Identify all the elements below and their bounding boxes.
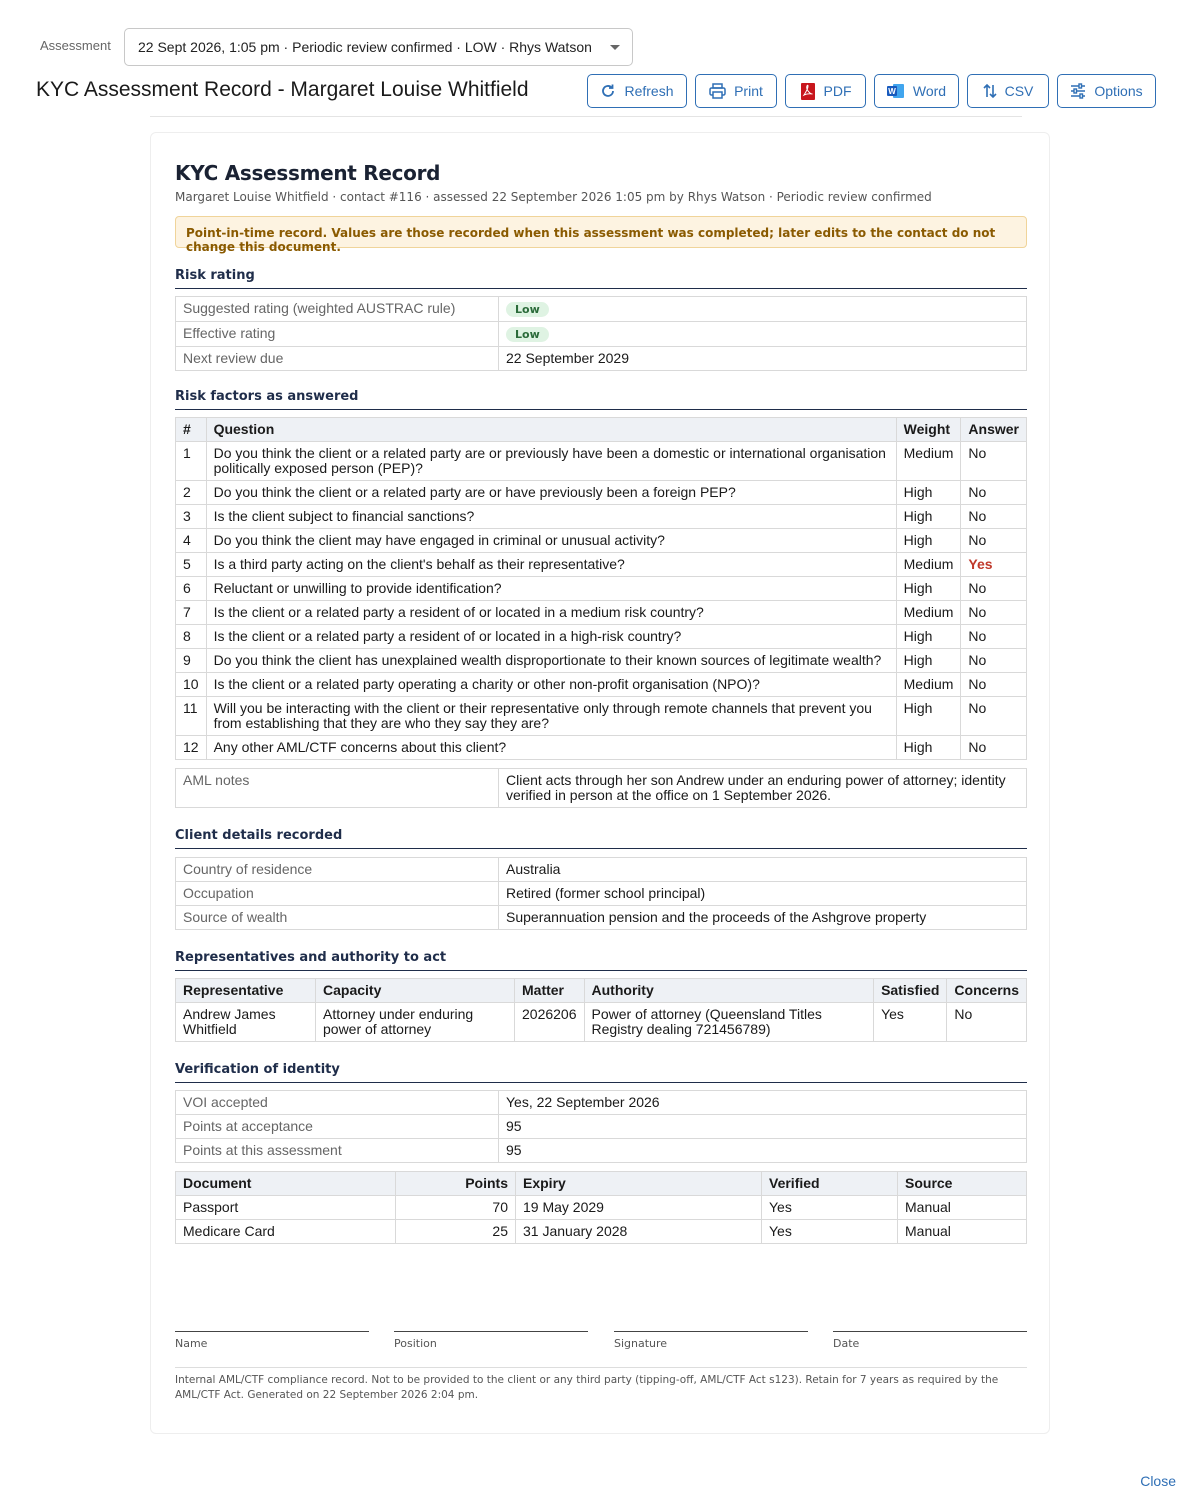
- table-row: [176, 1003, 1027, 1042]
- row-label: Source of wealth: [176, 906, 499, 930]
- question-number: 6: [176, 577, 207, 601]
- question-number: 9: [176, 649, 207, 673]
- word-label: Word: [912, 83, 947, 99]
- column-header: Matter: [515, 979, 585, 1003]
- document-verified: Yes: [762, 1220, 898, 1244]
- representative-authority: Power of attorney (Queensland Titles Registry dealing 721456789): [584, 1003, 874, 1042]
- representatives-table: [175, 978, 1027, 1042]
- signature-label-name: Name: [175, 1337, 208, 1350]
- question-text: Any other AML/CTF concerns about this client?: [206, 736, 896, 760]
- table-row: [176, 553, 1027, 577]
- section-heading-client-details: Client details recorded: [175, 828, 1027, 849]
- table-row: [176, 442, 1027, 481]
- question-number: 11: [176, 697, 207, 736]
- word-button[interactable]: [874, 74, 959, 108]
- document-expiry: 31 January 2028: [516, 1220, 762, 1244]
- document-points: 25: [396, 1220, 516, 1244]
- risk-rating-table: [175, 296, 1027, 371]
- document-source: Manual: [898, 1220, 1027, 1244]
- document-source: Manual: [898, 1196, 1027, 1220]
- table-row: [176, 882, 1027, 906]
- table-header-row: [176, 418, 1027, 442]
- row-value: Superannuation pension and the proceeds of the Ashgrove property: [499, 906, 1027, 930]
- question-weight: High: [896, 697, 961, 736]
- question-text: Do you think the client or a related party are or have previously been a foreign PEP?: [206, 481, 896, 505]
- table-row: [176, 1139, 1027, 1163]
- voi-table: [175, 1090, 1027, 1163]
- table-row: [176, 769, 1027, 808]
- sliders-icon: [1070, 83, 1086, 99]
- row-label: Country of residence: [176, 858, 499, 882]
- close-button[interactable]: Close: [1140, 1473, 1176, 1489]
- column-header: Document: [176, 1172, 396, 1196]
- row-label: Effective rating: [176, 322, 499, 347]
- question-answer: No: [961, 697, 1027, 736]
- section-heading-representatives: Representatives and authority to act: [175, 950, 1027, 971]
- row-label: Next review due: [176, 347, 499, 371]
- signature-line-position: [394, 1331, 588, 1332]
- row-label: Occupation: [176, 882, 499, 906]
- row-label: Points at acceptance: [176, 1115, 499, 1139]
- table-row: [176, 697, 1027, 736]
- signature-line-date: [833, 1331, 1027, 1332]
- word-icon: [887, 83, 905, 99]
- signature-label-signature: Signature: [614, 1337, 668, 1350]
- question-weight: High: [896, 625, 961, 649]
- aml-notes-value: Client acts through her son Andrew under an enduring power of attorney; identity verified in person at the office on 1 September 2026.: [499, 769, 1027, 808]
- question-number: 5: [176, 553, 207, 577]
- representative-satisfied: Yes: [874, 1003, 947, 1042]
- voi-documents-table: [175, 1171, 1027, 1244]
- table-row: [176, 322, 1027, 347]
- question-weight: High: [896, 736, 961, 760]
- refresh-button[interactable]: [587, 74, 687, 108]
- svg-text:W: W: [888, 87, 896, 96]
- column-header: Capacity: [316, 979, 515, 1003]
- row-value: Yes, 22 September 2026: [499, 1091, 1027, 1115]
- client-details-table: [175, 857, 1027, 930]
- table-row: [176, 601, 1027, 625]
- signature-label-date: Date: [833, 1337, 860, 1350]
- table-header-row: [176, 979, 1027, 1003]
- print-label: Print: [734, 83, 763, 99]
- refresh-icon: [600, 83, 616, 99]
- question-weight: High: [896, 481, 961, 505]
- question-answer: No: [961, 625, 1027, 649]
- representative-matter: 2026206: [515, 1003, 585, 1042]
- column-header: Verified: [762, 1172, 898, 1196]
- document-name: Medicare Card: [176, 1220, 396, 1244]
- question-text: Is the client or a related party operating a charity or other non-profit organisation (NPO)?: [206, 673, 896, 697]
- question-number: 2: [176, 481, 207, 505]
- row-value: Australia: [499, 858, 1027, 882]
- question-number: 12: [176, 736, 207, 760]
- row-label: Suggested rating (weighted AUSTRAC rule): [176, 297, 499, 322]
- refresh-label: Refresh: [624, 83, 674, 99]
- question-weight: High: [896, 529, 961, 553]
- signature-line-signature: [614, 1331, 808, 1332]
- table-header-row: [176, 1172, 1027, 1196]
- row-value: 95: [499, 1115, 1027, 1139]
- printer-icon: [709, 83, 726, 99]
- table-row: [176, 906, 1027, 930]
- table-row: [176, 481, 1027, 505]
- risk-badge: Low: [506, 327, 549, 342]
- options-button[interactable]: [1057, 74, 1156, 108]
- question-answer: No: [961, 601, 1027, 625]
- column-header: #: [176, 418, 207, 442]
- signature-label-position: Position: [394, 1337, 437, 1350]
- table-row: [176, 736, 1027, 760]
- risk-factors-table: [175, 417, 1027, 760]
- column-header: Weight: [896, 418, 961, 442]
- page-title: KYC Assessment Record - Margaret Louise Whitfield: [36, 78, 529, 101]
- question-weight: High: [896, 577, 961, 601]
- toolbar: [0, 74, 1200, 108]
- document-verified: Yes: [762, 1196, 898, 1220]
- signature-line-name: [175, 1331, 369, 1332]
- row-value: 95: [499, 1139, 1027, 1163]
- table-row: [176, 577, 1027, 601]
- assessment-label: Assessment: [40, 38, 111, 53]
- table-row: [176, 347, 1027, 371]
- table-row: [176, 625, 1027, 649]
- table-row: [176, 505, 1027, 529]
- print-button[interactable]: [695, 74, 777, 108]
- column-header: Expiry: [516, 1172, 762, 1196]
- question-answer: No: [961, 577, 1027, 601]
- question-number: 3: [176, 505, 207, 529]
- row-label: Points at this assessment: [176, 1139, 499, 1163]
- question-weight: Medium: [896, 442, 961, 481]
- assessment-select[interactable]: [124, 28, 633, 66]
- document-points: 70: [396, 1196, 516, 1220]
- document-subtitle: Margaret Louise Whitfield · contact #116 · assessed 22 September 2026 1:05 pm by Rhys Watson · Periodic review confirmed: [175, 190, 932, 204]
- table-row: [176, 297, 1027, 322]
- column-header: Question: [206, 418, 896, 442]
- question-text: Is the client or a related party a resident of or located in a medium risk country?: [206, 601, 896, 625]
- question-weight: Medium: [896, 553, 961, 577]
- question-weight: Medium: [896, 601, 961, 625]
- column-header: Concerns: [947, 979, 1027, 1003]
- column-header: Answer: [961, 418, 1027, 442]
- question-text: Will you be interacting with the client or their representative only through remote channels that prevent you from establishing that they are who they say they are?: [206, 697, 896, 736]
- table-row: [176, 1115, 1027, 1139]
- question-text: Do you think the client or a related party are or previously have been a domestic or international organisation politically exposed person (PEP)?: [206, 442, 896, 481]
- row-label: VOI accepted: [176, 1091, 499, 1115]
- question-weight: Medium: [896, 673, 961, 697]
- section-heading-voi: Verification of identity: [175, 1062, 1027, 1083]
- pdf-label: PDF: [823, 83, 852, 99]
- representative-capacity: Attorney under enduring power of attorney: [316, 1003, 515, 1042]
- table-row: [176, 858, 1027, 882]
- aml-notes-table: [175, 768, 1027, 808]
- question-answer: No: [961, 481, 1027, 505]
- risk-badge: Low: [506, 302, 549, 317]
- representative-name: Andrew James Whitfield: [176, 1003, 316, 1042]
- representative-concerns: No: [947, 1003, 1027, 1042]
- pdf-button[interactable]: [785, 74, 866, 108]
- question-text: Do you think the client has unexplained wealth disproportionate to their known sources of legitimate wealth?: [206, 649, 896, 673]
- column-header: Authority: [584, 979, 874, 1003]
- point-in-time-notice: Point-in-time record. Values are those recorded when this assessment was completed; later edits to the contact do not change this document.: [175, 216, 1027, 248]
- divider: [150, 116, 1022, 117]
- question-number: 4: [176, 529, 207, 553]
- table-row: [176, 1196, 1027, 1220]
- question-weight: High: [896, 505, 961, 529]
- question-number: 8: [176, 625, 207, 649]
- question-text: Do you think the client may have engaged in criminal or unusual activity?: [206, 529, 896, 553]
- table-row: [176, 1220, 1027, 1244]
- document-name: Passport: [176, 1196, 396, 1220]
- document-expiry: 19 May 2029: [516, 1196, 762, 1220]
- question-text: Is the client subject to financial sanctions?: [206, 505, 896, 529]
- row-value: 22 September 2029: [499, 347, 1027, 371]
- question-number: 10: [176, 673, 207, 697]
- footer-divider: [175, 1367, 1027, 1368]
- table-row: [176, 649, 1027, 673]
- sort-arrows-icon: [983, 83, 997, 99]
- question-answer: Yes: [961, 553, 1027, 577]
- column-header: Source: [898, 1172, 1027, 1196]
- question-text: Is a third party acting on the client's behalf as their representative?: [206, 553, 896, 577]
- row-label: AML notes: [176, 769, 499, 808]
- question-answer: No: [961, 649, 1027, 673]
- question-weight: High: [896, 649, 961, 673]
- section-heading-risk-rating: Risk rating: [175, 268, 1027, 289]
- question-number: 7: [176, 601, 207, 625]
- table-row: [176, 529, 1027, 553]
- pdf-icon: [800, 83, 816, 100]
- question-answer: No: [961, 442, 1027, 481]
- question-number: 1: [176, 442, 207, 481]
- question-answer: No: [961, 529, 1027, 553]
- column-header: Representative: [176, 979, 316, 1003]
- csv-label: CSV: [1004, 83, 1034, 99]
- table-row: [176, 1091, 1027, 1115]
- section-heading-risk-factors: Risk factors as answered: [175, 389, 1027, 410]
- document-title: KYC Assessment Record: [175, 161, 441, 185]
- document-footer: Internal AML/CTF compliance record. Not to be provided to the client or any third party (tipping-off, AML/CTF Act s123). Retain for 7 years as required by the AML/CTF Act. Generated on 22 September 2026 2:04 pm.: [175, 1374, 999, 1401]
- options-label: Options: [1094, 83, 1143, 99]
- row-value: Retired (former school principal): [499, 882, 1027, 906]
- document-card: [150, 132, 1050, 1434]
- question-text: Is the client or a related party a resident of or located in a high-risk country?: [206, 625, 896, 649]
- assessment-select-value: 22 Sept 2026, 1:05 pm · Periodic review confirmed · LOW · Rhys Watson: [138, 39, 592, 55]
- question-answer: No: [961, 736, 1027, 760]
- column-header: Satisfied: [874, 979, 947, 1003]
- table-row: [176, 673, 1027, 697]
- column-header: Points: [396, 1172, 516, 1196]
- question-answer: No: [961, 505, 1027, 529]
- csv-button[interactable]: [967, 74, 1049, 108]
- question-text: Reluctant or unwilling to provide identification?: [206, 577, 896, 601]
- question-answer: No: [961, 673, 1027, 697]
- risk-factors-body: [176, 442, 1027, 760]
- chevron-down-icon: [610, 45, 620, 50]
